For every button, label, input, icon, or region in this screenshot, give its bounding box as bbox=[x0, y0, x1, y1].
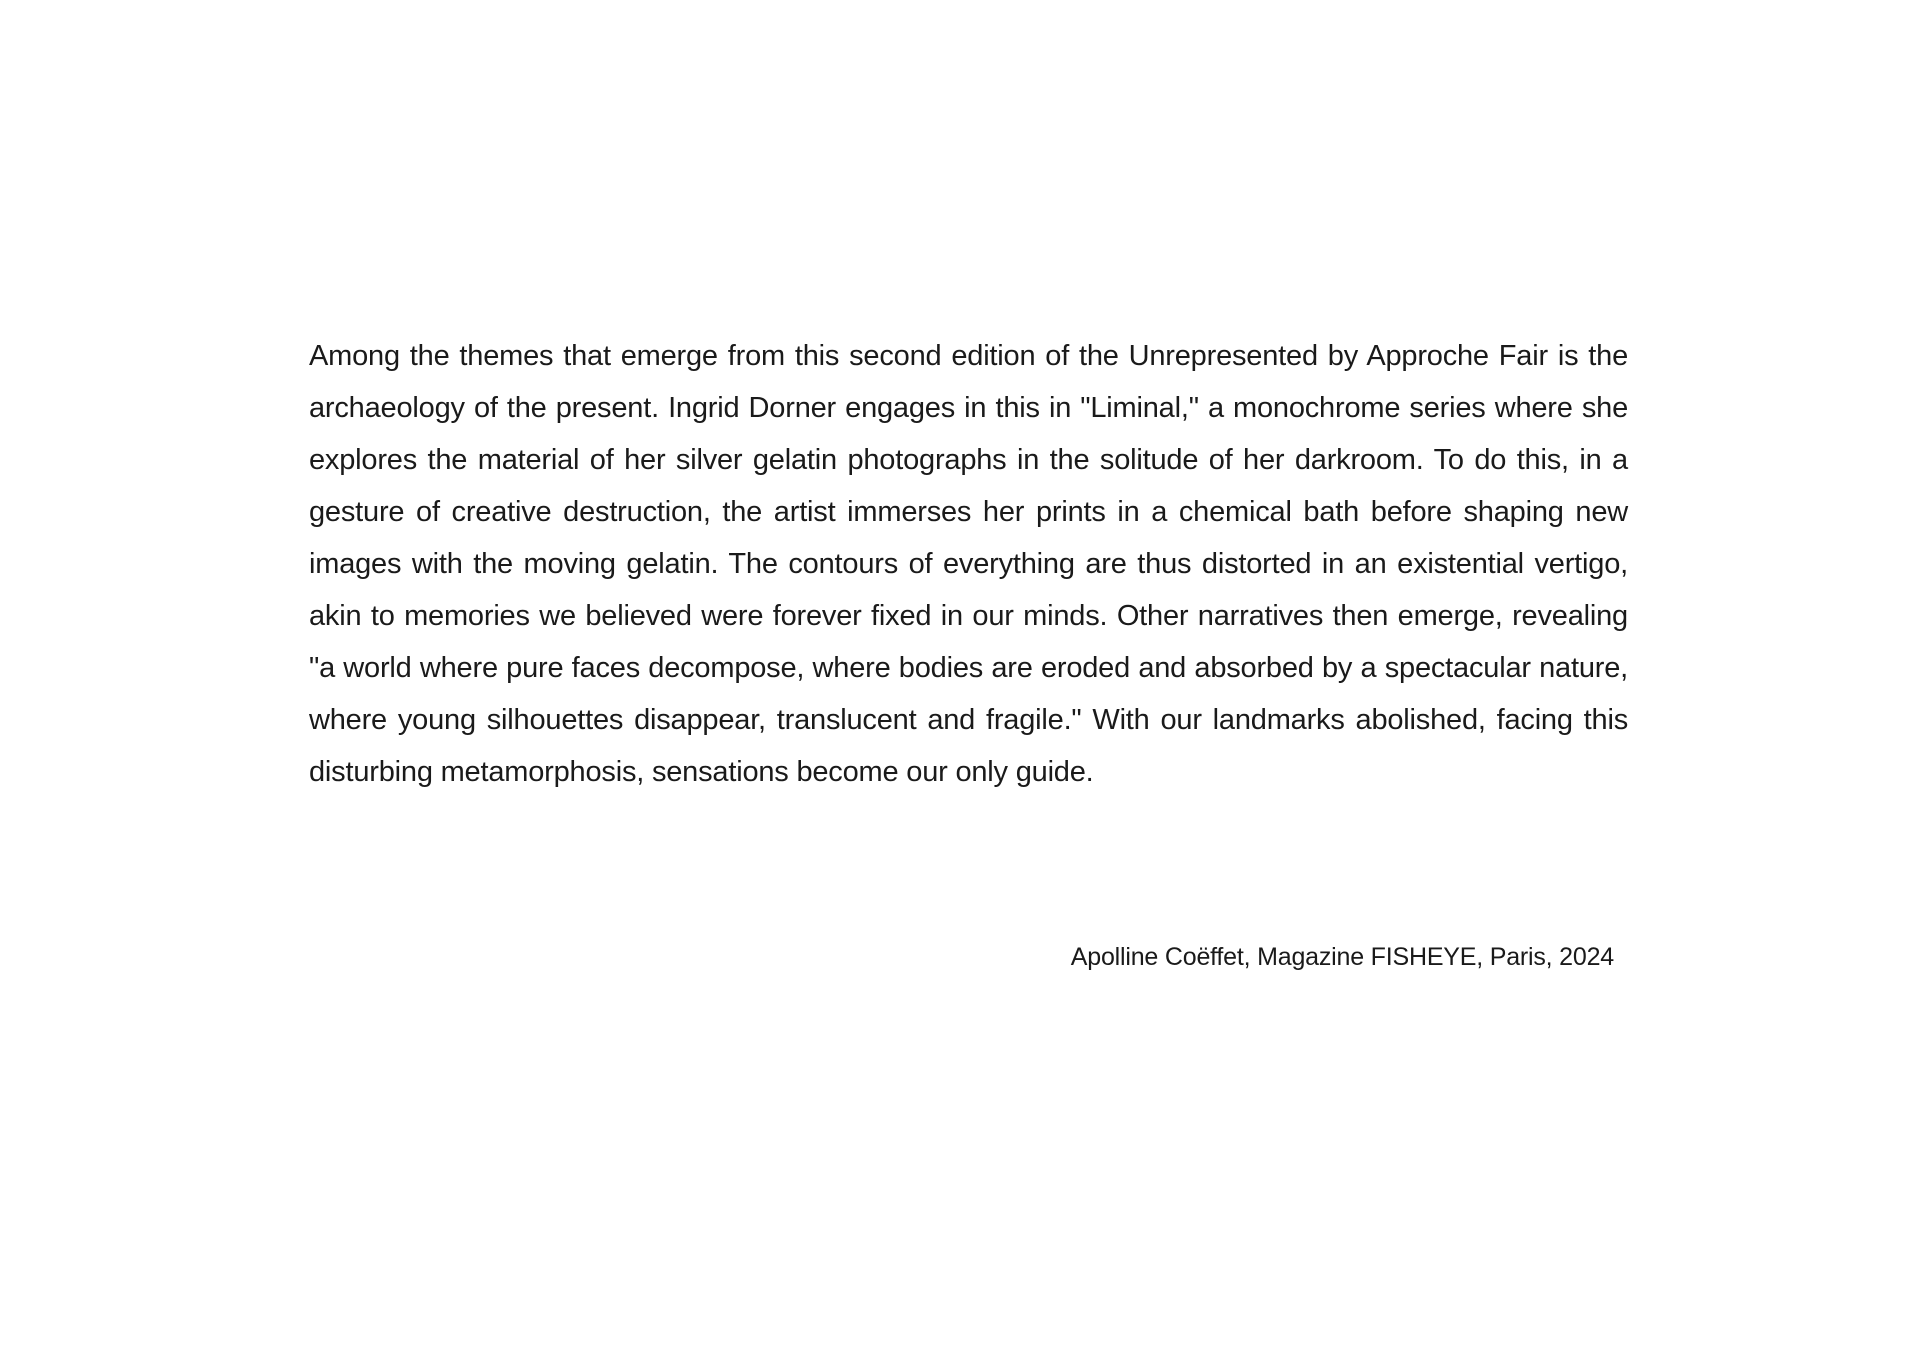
attribution-line: Apolline Coëffet, Magazine FISHEYE, Paris, 2024 bbox=[1070, 943, 1614, 971]
body-paragraph: Among the themes that emerge from this second edition of the Unrepresented by Approche Fair is the archaeology of the present. Ingrid Dorner engages in this in "Liminal," a monochrome series where she explores the material of her silver gelatin photographs in the solitude of her darkroom. To do this, in a gesture of creative destruction, the artist immerses her prints in a chemical bath before shaping new images with the moving gelatin. The contours of everything are thus distorted in an existential vertigo, akin to memories we believed were forever fixed in our minds. Other narratives then emerge, revealing "a world where pure faces decompose, where bodies are eroded and absorbed by a spectacular nature, where young silhouettes disappear, translucent and fragile." With our landmarks abolished, facing this disturbing metamorphosis, sensations become our only guide. bbox=[309, 340, 1628, 788]
